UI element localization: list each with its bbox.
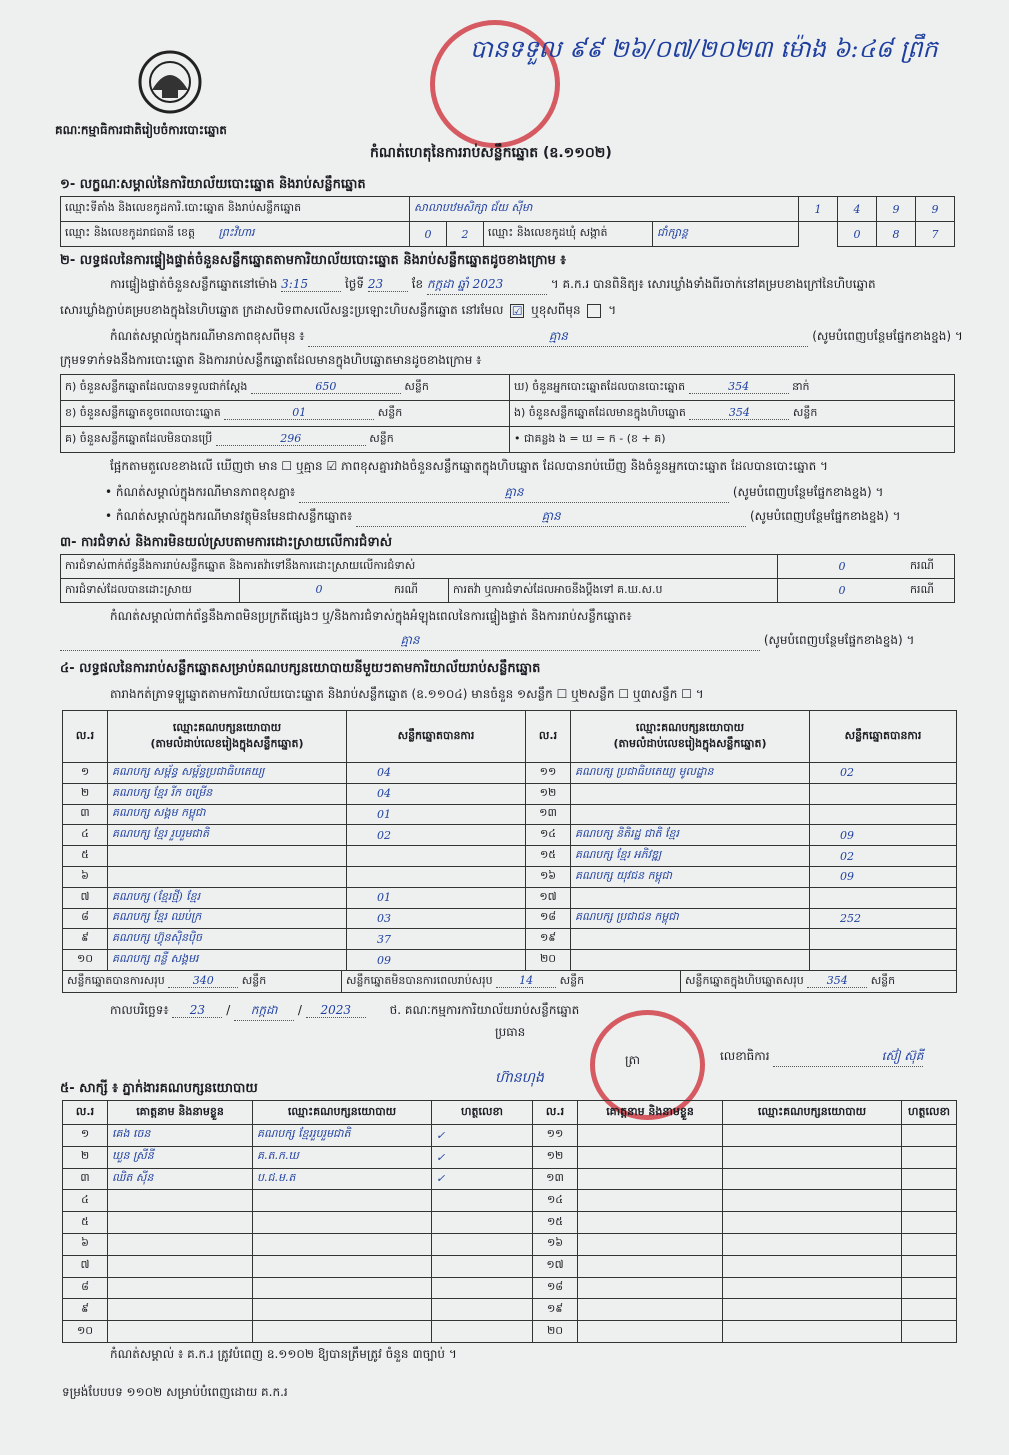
witness-no: ៧: [63, 1255, 108, 1277]
witness-party: [723, 1190, 902, 1212]
party-votes: [810, 929, 957, 950]
table-row: [63, 825, 957, 846]
table-row: [63, 1321, 957, 1343]
witness-party: [723, 1125, 902, 1147]
witness-party: [253, 1190, 432, 1212]
table-row: [63, 846, 957, 867]
witness-party: [723, 1212, 902, 1234]
station-code-3: 9: [877, 197, 916, 222]
witness-party: ប.ជ.ម.ត: [253, 1168, 432, 1190]
form-title: កំណត់ហេតុនៃការរាប់សន្លឹកឆ្នោត (ឧ.១១០២): [370, 145, 612, 161]
party-no: ១០: [63, 950, 108, 971]
commune-value: ជាំក្សាន្ត: [653, 222, 799, 247]
witness-name: [108, 1321, 253, 1343]
party-no: ១: [63, 763, 108, 784]
nec-emblem-icon: [130, 40, 210, 120]
witness-signature: [902, 1168, 957, 1190]
witness-name: [578, 1299, 723, 1321]
section3-title: ៣- ការជំទាស់ និងការមិនយល់ស្របតាមការដោះស្រាយលើការជំទាស់: [60, 535, 392, 550]
party-name: [571, 887, 810, 908]
witness-name: [108, 1277, 253, 1299]
totals-table: សន្លឹកឆ្នោតបានការសរុប 340 សន្លឹក សន្លឹកឆ្នោតមិនបានការពេលរាប់សរុប 14 សន្លឹក សន្លឹកឆ្នោតក្នុងហិបឆ្នោតសរុប 354 សន្លឹក: [62, 970, 957, 993]
difference-line: ផ្អែកតាមតួលេខខាងលើ ឃើញថា មាន ☐ ឬគ្មាន ☑ ភាពខុសគ្នារវាងចំនួនសន្លឹកឆ្នោតក្នុងហិបឆ្នោត ដែលបានរាប់ឃើញ និងចំនួនអ្នកបោះឆ្នោត ដែលបានបោះឆ្នោត ។: [110, 459, 828, 473]
witness-name: ឈិត ស៊ីន: [108, 1168, 253, 1190]
witness-no: ២០: [533, 1321, 578, 1343]
bottom-note: ទម្រង់បែបបទ ១១០២ សម្រាប់បំពេញដោយ គ.ក.រ: [62, 1385, 288, 1399]
witness-party: [253, 1233, 432, 1255]
total-valid: 340: [168, 974, 238, 988]
party-name: គណបក្ស ខ្មែរ ឈប់ក្រ: [108, 908, 347, 929]
station-label: ឈ្មោះទីតាំង និងលេខកូដការិ.បោះឆ្នោត និងរាប់សន្លឹកឆ្នោត: [61, 197, 410, 222]
table-row: [63, 1212, 957, 1234]
province-code-2: 2: [447, 222, 484, 247]
table-row: [63, 1125, 957, 1147]
witness-party: [723, 1299, 902, 1321]
party-votes: 04: [347, 783, 526, 804]
party-votes: 02: [810, 846, 957, 867]
witness-signature: [902, 1125, 957, 1147]
received-note: បានទទួល ៩៩ ២៦/០៧/២០២៣ ម៉ោង ៦:៤៨ ព្រឹក: [470, 35, 938, 63]
witness-name: [578, 1146, 723, 1168]
section2-intro: ក្រុមទទាក់ទងនឹងការបោះឆ្នោត និងការរាប់សន្លឹកឆ្នោតដែលមានក្នុងហិបឆ្នោតមានដូចខាងក្រោម ៖: [60, 353, 482, 367]
witness-name: [578, 1321, 723, 1343]
party-no: ១៤: [526, 825, 571, 846]
witness-signature: [432, 1212, 533, 1234]
chair-name: ហ៊ានហុង: [495, 1070, 544, 1086]
witness-signature: [432, 1277, 533, 1299]
witness-party: [253, 1255, 432, 1277]
witness-signature: [902, 1277, 957, 1299]
witness-name: [578, 1125, 723, 1147]
party-no: ៣: [63, 804, 108, 825]
witness-party: [723, 1233, 902, 1255]
resolved-label: ការជំទាស់ដែលបានដោះស្រាយ: [61, 579, 240, 603]
party-name: គណបក្ស និតិរដ្ឋ ជាតិ ខ្មែរ: [571, 825, 810, 846]
witness-no: ១១: [533, 1125, 578, 1147]
witness-signature: ✓: [432, 1146, 533, 1168]
witness-no: ៣: [63, 1168, 108, 1190]
witness-signature: [902, 1146, 957, 1168]
table-row: [63, 1168, 957, 1190]
section2-note: កំណត់សម្គាល់ក្នុងករណីមានភាពខុសពីមុន ៖ គ្មាន (សូមបំពេញបន្ថែមផ្នែកខាងខ្នង) ។: [110, 328, 963, 347]
table-row: [63, 1299, 957, 1321]
party-votes: 09: [810, 866, 957, 887]
party-no: ៤: [63, 825, 108, 846]
witness-name: [578, 1277, 723, 1299]
station-value: សាលាបឋមសិក្សា ជ័យ ស៊ីមា: [410, 197, 799, 222]
witness-name: [108, 1233, 253, 1255]
party-votes: 37: [347, 929, 526, 950]
party-name: គណបក្ស ហ៊្វុនស៊ិនប៉ិច: [108, 929, 347, 950]
table-row: [63, 1233, 957, 1255]
party-no: ៧: [63, 887, 108, 908]
witness-signature: [432, 1255, 533, 1277]
party-votes: 09: [347, 950, 526, 971]
party-no: ១៧: [526, 887, 571, 908]
objection-row1-label: ការជំទាស់ពាក់ព័ន្ធនឹងការរាប់សន្លឹកឆ្នោត និងការតវ៉ាទៅនឹងការដោះស្រាយលើការជំទាស់: [61, 555, 778, 579]
party-name: គណបក្ស សង្គម កម្ពុជា: [108, 804, 347, 825]
witness-no: ៦: [63, 1233, 108, 1255]
witness-name: [578, 1255, 723, 1277]
ballot-row-1: ក) ចំនួនសន្លឹកឆ្នោតដែលបានទទួលជាក់ស្តែង 650 សន្លឹក ឃ) ចំនួនអ្នកបោះឆ្នោតដែលបានបោះឆ្នោត 354 នាក់: [61, 375, 955, 401]
party-name: គណបក្ស ពន្លឺ សង្គមរ: [108, 950, 347, 971]
station-code-1: 1: [799, 197, 838, 222]
witness-name: [578, 1233, 723, 1255]
section1-title: ១- លក្ខណៈសម្គាល់នៃការិយាល័យបោះឆ្នោត និងរាប់សន្លឹកឆ្នោត: [60, 177, 366, 192]
table-row: [63, 866, 957, 887]
party-results-table: ល.រ ឈ្មោះគណបក្សនយោបាយ (តាមលំដាប់លេខរៀងក្នុងសន្លឹកឆ្នោត) សន្លឹកឆ្នោតបានការ ល.រ ឈ្មោះគណបក្សនយោបាយ (តាមលំដាប់លេខរៀងក្នុងសន្លឹកឆ្នោត) សន្លឹកឆ្នោតបានការ ១ គណបក្ស សម្ព័ន្ធ សម្ព័ន្ធប្រជាធិបតេយ្យ 04 ១១ គណបក្ស ប្រជាធិបតេយ្យ មូលដ្ឋាន 02 ២ គណបក្ស ខ្មែរ រីក ចម្រើន 04 ១២ ៣ គណបក្ស សង្គម កម្ពុជា 01 ១៣ ៤ គណបក្ស ខ្មែរ រួបរួមជាតិ 02 ១៤ គណបក្ស និតិរដ្ឋ ជាតិ ខ្មែរ 09 ៥ ១៥ គណបក្ស ខ្មែរ អភិវឌ្ឍ 02 ៦ ១៦ គណបក្ស យុវជន កម្ពុជា 09 ៧ គណបក្ស (ខ្មែរថ្មី) ខ្មែរ 01 ១៧ ៨ គណបក្ស ខ្មែរ ឈប់ក្រ 03 ១៨ គណបក្ស ប្រជាជន កម្ពុជា 252 ៩ គណបក្ស ហ៊្វុនស៊ិនប៉ិច 37 ១៩ ១០ គណបក្ស ពន្លឺ សង្គមរ 09 ២០: [62, 710, 957, 971]
party-no: ១៩: [526, 929, 571, 950]
witness-name: [578, 1168, 723, 1190]
witness-no: ១៦: [533, 1233, 578, 1255]
witness-no: ១៣: [533, 1168, 578, 1190]
witness-signature: [902, 1190, 957, 1212]
total-box: 354: [807, 974, 867, 988]
resolved-value: 0: [315, 582, 323, 596]
ballot-row-2: ខ) ចំនួនសន្លឹកឆ្នោតខូចពេលបោះឆ្នោត 01 សន្លឹក ង) ចំនួនសន្លឹកឆ្នោតដែលមានក្នុងហិបឆ្នោត 354 សន្លឹក: [61, 401, 955, 427]
witness-party: [723, 1277, 902, 1299]
witness-party: [723, 1146, 902, 1168]
party-votes: [810, 804, 957, 825]
table-row: [63, 783, 957, 804]
party-votes: [810, 950, 957, 971]
table-row: [63, 929, 957, 950]
witness-signature: [432, 1190, 533, 1212]
party-name: [571, 804, 810, 825]
appeal-value: 0: [778, 579, 907, 603]
table-row: [63, 804, 957, 825]
commune-code-2: 8: [877, 222, 916, 247]
section1-table: [60, 196, 955, 247]
witness-table: ល.រ គោត្តនាម និងនាមខ្លួន ឈ្មោះគណបក្សនយោបាយ ហត្ថលេខា ល.រ គោត្តនាម និងនាមខ្លួន ឈ្មោះគណបក្សនយោបាយ ហត្ថលេខា ១ គេង ចេន គណបក្ស ខ្មែររួបរួមជាតិ ✓ ១១ ២ ឃួន ស្រីនី គ.ត.ក.ឃ ✓ ១២ ៣ ឈិត ស៊ីន ប.ជ.ម.ត ✓ ១៣ ៤ ១៤ ៥ ១៥ ៦ ១៦ ៧ ១៧ ៨ ១៨ ៩ ១៩ ១០ ២០: [62, 1100, 957, 1343]
witness-name: គេង ចេន: [108, 1125, 253, 1147]
witness-party: [253, 1212, 432, 1234]
party-name: គណបក្ស ខ្មែរ រីក ចម្រើន: [108, 783, 347, 804]
witness-no: ៨: [63, 1277, 108, 1299]
witness-no: ៩: [63, 1299, 108, 1321]
witness-no: ១៤: [533, 1190, 578, 1212]
table-row: [63, 1146, 957, 1168]
table-row: [63, 1190, 957, 1212]
table-row: [63, 763, 957, 784]
section2-line1: ការផ្ទៀងផ្ទាត់ចំនួនសន្លឹកឆ្នោតនៅម៉ោង 3:15 ថ្ងៃទី 23 ខែ កក្កដា ឆ្នាំ 2023 ។ គ.ក.រ បានពិនិត្យ៖ សោរឃ្លាំងទាំងពីរចាក់នៅគម្របខាងក្រៅនៃហិបឆ្នោត: [110, 276, 876, 295]
chair-label: ប្រធាន: [495, 1025, 526, 1039]
party-name: [108, 846, 347, 867]
party-votes: 01: [347, 887, 526, 908]
party-votes: 252: [810, 908, 957, 929]
witness-no: ១៥: [533, 1212, 578, 1234]
footer-note: កំណត់សម្គាល់ ៖ គ.ក.រ ត្រូវបំពេញ ឧ.១១០២ ឱ្យបានត្រឹមត្រូវ ចំនួន ៣ច្បាប់ ។: [110, 1347, 457, 1361]
table-row: [63, 950, 957, 971]
witness-party: [723, 1321, 902, 1343]
party-name: គណបក្ស យុវជន កម្ពុជា: [571, 866, 810, 887]
party-votes: 09: [810, 825, 957, 846]
section2-line2: សោរឃ្លាំងភ្ជាប់គម្របខាងក្នុងនៃហិបឆ្នោត ក្រដាសបិទពាសលើសន្ទះប្រឡោះហិបសន្លឹកឆ្នោត នៅរមែល ☑ ឬខុសពីមុន ។: [60, 303, 617, 318]
party-no: ១៦: [526, 866, 571, 887]
witness-name: [108, 1190, 253, 1212]
total-invalid: 14: [496, 974, 556, 988]
objection-table: ការជំទាស់ពាក់ព័ន្ធនឹងការរាប់សន្លឹកឆ្នោត និងការតវ៉ាទៅនឹងការដោះស្រាយលើការជំទាស់ 0 ករណី ការជំទាស់ដែលបានដោះស្រាយ 0 ករណី ការតវ៉ា ឬការជំទាស់ដែលអាចនឹងប្តឹងទៅ គ.ឃ.ស.ប 0 ករណី: [60, 554, 955, 603]
witness-no: ៤: [63, 1190, 108, 1212]
commune-code-1: 0: [838, 222, 877, 247]
intact-checkbox[interactable]: ☑: [511, 303, 523, 318]
party-name: គណបក្ស ខ្មែរ រួបរួមជាតិ: [108, 825, 347, 846]
bullet-difference: • កំណត់សម្គាល់ក្នុងករណីមានភាពខុសគ្នា៖ គ្មាន (សូមបំពេញបន្ថែមផ្នែកខាងខ្នង) ។: [105, 484, 883, 503]
ballot-count-table: [60, 374, 955, 453]
table-row: [63, 887, 957, 908]
province-code-1: 0: [410, 222, 447, 247]
witness-name: [108, 1212, 253, 1234]
bullet-foreign-object: • កំណត់សម្គាល់ក្នុងករណីមានវត្ថុមិនមែនជាសន្លឹកឆ្នោត៖ គ្មាន (សូមបំពេញបន្ថែមផ្នែកខាងខ្នង) ។: [105, 508, 901, 527]
witness-no: ១: [63, 1125, 108, 1147]
witness-no: ១០: [63, 1321, 108, 1343]
witness-party: [253, 1299, 432, 1321]
witness-signature: ✓: [432, 1125, 533, 1147]
witness-no: ១៧: [533, 1255, 578, 1277]
witness-party: [253, 1321, 432, 1343]
commune-code-3: 7: [916, 222, 955, 247]
party-name: គណបក្ស ខ្មែរ អភិវឌ្ឍ: [571, 846, 810, 867]
party-votes: 01: [347, 804, 526, 825]
section5-title: ៥- សាក្សី ៖ ភ្នាក់ងារគណបក្សនយោបាយ: [60, 1081, 258, 1096]
table-row: [63, 1277, 957, 1299]
party-no: ១១: [526, 763, 571, 784]
date-line: កាលបរិច្ឆេទ៖ 23 / កក្កដា / 2023 ថ. គណៈកម្មការការិយាល័យរាប់សន្លឹកឆ្នោត: [110, 1002, 579, 1021]
party-name: គណបក្ស ប្រជាជន កម្ពុជា: [571, 908, 810, 929]
changed-checkbox[interactable]: [587, 304, 601, 318]
section2-title: ២- លទ្ធផលនៃការផ្ទៀងផ្ទាត់ចំនួនសន្លឹកឆ្នោតតាមការិយាល័យបោះឆ្នោត និងរាប់សន្លឹកឆ្នោតដូចខាងក្រោម ៖: [60, 253, 566, 268]
station-code-4: 9: [916, 197, 955, 222]
section4-intro: តារាងកត់ត្រាទឡ្ហឆ្នោតតាមការិយាល័យបោះឆ្នោត និងរាប់សន្លឹកឆ្នោត (ឧ.១១០៤) មានចំនួន ១សន្លឹក ☐ ឬ២សន្លឹក ☐ ឬ៣សន្លឹក ☐ ។: [110, 687, 704, 701]
witness-party: គ.ត.ក.ឃ: [253, 1146, 432, 1168]
witness-signature: [902, 1321, 957, 1343]
witness-signature: [902, 1233, 957, 1255]
party-name: [108, 866, 347, 887]
province-label: ឈ្មោះ និងលេខកូដរាជធានី ខេត្ត ព្រះវិហារ: [61, 222, 410, 247]
witness-name: ឃួន ស្រីនី: [108, 1146, 253, 1168]
party-no: ១៣: [526, 804, 571, 825]
table-row: [63, 908, 957, 929]
party-no: ៥: [63, 846, 108, 867]
witness-signature: [902, 1255, 957, 1277]
party-no: ៦: [63, 866, 108, 887]
witness-name: [108, 1255, 253, 1277]
party-no: ៨: [63, 908, 108, 929]
party-name: គណបក្ស ប្រជាធិបតេយ្យ មូលដ្ឋាន: [571, 763, 810, 784]
party-no: ១២: [526, 783, 571, 804]
secretary-line: លេខាធិការ ស៊ៀ ស៊ុគី: [720, 1048, 923, 1067]
party-no: ១៥: [526, 846, 571, 867]
party-name: [571, 929, 810, 950]
section3-note: កំណត់សម្គាល់ពាក់ព័ន្ធនឹងភាពមិនប្រក្រតីផ្សេងៗ ឬ/និងការជំទាស់ក្នុងអំឡុងពេលនៃការផ្ទៀងផ្ទាត់ និងការរាប់សន្លឹកឆ្នោត៖: [110, 609, 632, 623]
party-votes: 03: [347, 908, 526, 929]
witness-no: ១៩: [533, 1299, 578, 1321]
party-no: ៩: [63, 929, 108, 950]
witness-signature: [432, 1299, 533, 1321]
table-row: [63, 1255, 957, 1277]
witness-party: គណបក្ស ខ្មែររួបរួមជាតិ: [253, 1125, 432, 1147]
witness-no: ៥: [63, 1212, 108, 1234]
witness-signature: ✓: [432, 1168, 533, 1190]
appeal-label: ការតវ៉ា ឬការជំទាស់ដែលអាចនឹងប្តឹងទៅ គ.ឃ.ស.ប: [449, 579, 778, 603]
party-votes: [347, 866, 526, 887]
witness-no: ១២: [533, 1146, 578, 1168]
party-votes: [810, 887, 957, 908]
witness-signature: [432, 1321, 533, 1343]
witness-party: [723, 1255, 902, 1277]
party-name: គណបក្ស សម្ព័ន្ធ សម្ព័ន្ធប្រជាធិបតេយ្យ: [108, 763, 347, 784]
section3-note-fill: គ្មាន (សូមបំពេញបន្ថែមផ្នែកខាងខ្នង) ។: [60, 632, 914, 651]
station-code-2: 4: [838, 197, 877, 222]
ballot-row-3: គ) ចំនួនសន្លឹកឆ្នោតដែលមិនបានប្រើ 296 សន្លឹក • ជាគន្លង ង = ឃ = ក - (ខ + គ): [61, 427, 955, 453]
witness-name: [578, 1190, 723, 1212]
objection-row1-value: 0: [778, 555, 907, 579]
witness-name: [578, 1212, 723, 1234]
committee-name: គណៈកម្មាធិការជាតិរៀបចំការបោះឆ្នោត: [55, 123, 227, 137]
party-votes: 04: [347, 763, 526, 784]
witness-party: [253, 1277, 432, 1299]
party-votes: 02: [810, 763, 957, 784]
section4-title: ៤- លទ្ធផលនៃការរាប់សន្លឹកឆ្នោតសម្រាប់គណបក្សនយោបាយនីមួយៗតាមការិយាល័យរាប់សន្លឹកឆ្នោត: [60, 661, 541, 676]
party-name: គណបក្ស (ខ្មែរថ្មី) ខ្មែរ: [108, 887, 347, 908]
witness-signature: [902, 1212, 957, 1234]
party-no: ១៨: [526, 908, 571, 929]
witness-signature: [432, 1233, 533, 1255]
party-votes: [810, 783, 957, 804]
witness-signature: [902, 1299, 957, 1321]
witness-party: [723, 1168, 902, 1190]
party-no: ២: [63, 783, 108, 804]
party-votes: [347, 846, 526, 867]
party-votes: 02: [347, 825, 526, 846]
seal-label: ត្រា: [625, 1053, 640, 1067]
party-name: [571, 783, 810, 804]
witness-name: [108, 1299, 253, 1321]
party-name: [571, 950, 810, 971]
party-no: ២០: [526, 950, 571, 971]
witness-no: ១៨: [533, 1277, 578, 1299]
commune-label: ឈ្មោះ និងលេខកូដឃុំ សង្កាត់: [484, 222, 653, 247]
witness-no: ២: [63, 1146, 108, 1168]
